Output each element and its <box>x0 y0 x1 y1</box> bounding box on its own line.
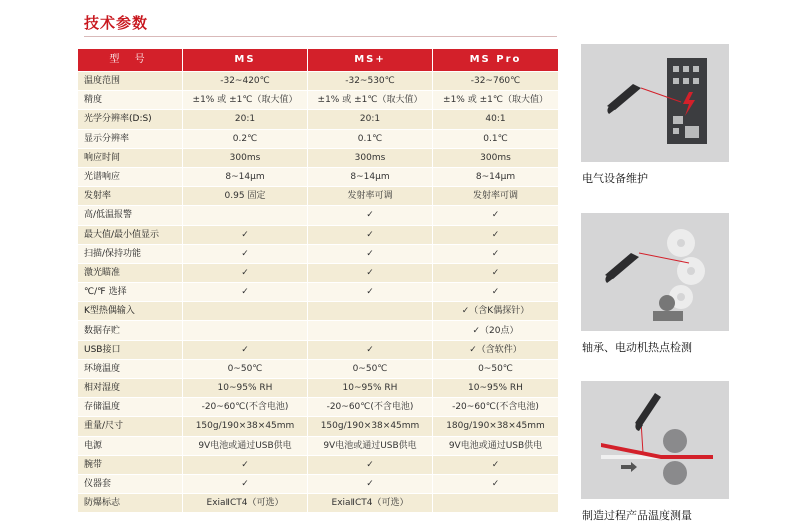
electrical-cabinet-icon <box>581 44 729 162</box>
table-row <box>78 244 559 263</box>
table-cell: ±1% 或 ±1℃（取大值） <box>183 91 308 110</box>
table-cell: ✓ <box>308 206 433 225</box>
row-label: 数据存贮 <box>78 321 183 340</box>
table-cell: 20:1 <box>308 110 433 129</box>
table-cell: 10~95% RH <box>183 379 308 398</box>
row-label: 发射率 <box>78 187 183 206</box>
row-label: 显示分辨率 <box>78 129 183 148</box>
table-cell: 0~50℃ <box>183 359 308 378</box>
table-row <box>78 187 559 206</box>
table-row <box>78 494 559 513</box>
table-cell: ✓ <box>308 283 433 302</box>
row-label: 相对湿度 <box>78 379 183 398</box>
table-cell: 150g/190×38×45mm <box>183 417 308 436</box>
table-cell <box>183 302 308 321</box>
table-cell: ✓ <box>183 474 308 493</box>
app-image-bearing <box>581 213 729 331</box>
table-cell: ✓ <box>433 455 559 474</box>
table-cell: ✓ <box>433 225 559 244</box>
table-cell: 9V电池或通过USB供电 <box>183 436 308 455</box>
table-cell: ✓（20点） <box>433 321 559 340</box>
row-label: 防爆标志 <box>78 494 183 513</box>
row-label: 重量/尺寸 <box>78 417 183 436</box>
row-label: 腕带 <box>78 455 183 474</box>
table-row <box>78 110 559 129</box>
header-ms-pro: MS Pro <box>433 49 559 72</box>
table-cell <box>183 206 308 225</box>
table-row <box>78 455 559 474</box>
header-ms: MS <box>183 49 308 72</box>
page-title: 技术参数 <box>84 14 149 32</box>
rollers-process-icon <box>581 381 729 499</box>
table-cell: -32~530℃ <box>308 72 433 91</box>
row-label: 仪器套 <box>78 474 183 493</box>
row-label: 激光瞄准 <box>78 263 183 282</box>
table-cell: ✓ <box>183 340 308 359</box>
table-cell: 20:1 <box>183 110 308 129</box>
table-cell: 0.1℃ <box>433 129 559 148</box>
caption-process: 制造过程产品温度测量 <box>582 509 692 522</box>
table-cell: -20~60℃(不含电池) <box>183 398 308 417</box>
row-label: 光学分辨率(D:S) <box>78 110 183 129</box>
table-cell: 300ms <box>308 148 433 167</box>
table-cell: ✓ <box>433 206 559 225</box>
table-row <box>78 417 559 436</box>
table-row <box>78 283 559 302</box>
table-row <box>78 263 559 282</box>
table-row <box>78 72 559 91</box>
row-label: 电源 <box>78 436 183 455</box>
table-row <box>78 474 559 493</box>
header-ms-plus: MS+ <box>308 49 433 72</box>
table-cell: ✓（含K偶探针） <box>433 302 559 321</box>
table-cell: ✓ <box>183 225 308 244</box>
table-row <box>78 398 559 417</box>
table-cell: ✓ <box>183 455 308 474</box>
table-cell <box>183 321 308 340</box>
table-cell <box>308 302 433 321</box>
table-cell: ✓ <box>433 244 559 263</box>
table-row <box>78 225 559 244</box>
table-cell: ✓ <box>183 263 308 282</box>
table-cell: ExiaⅡCT4（可选） <box>308 494 433 513</box>
row-label: 扫描/保持功能 <box>78 244 183 263</box>
table-cell: ✓ <box>308 244 433 263</box>
table-row <box>78 206 559 225</box>
table-cell: ✓ <box>308 340 433 359</box>
table-cell: 0.95 固定 <box>183 187 308 206</box>
table-cell <box>308 321 433 340</box>
row-label: K型热偶输入 <box>78 302 183 321</box>
table-cell: 150g/190×38×45mm <box>308 417 433 436</box>
caption-electrical: 电气设备维护 <box>582 172 648 185</box>
table-cell: 9V电池或通过USB供电 <box>433 436 559 455</box>
table-cell: ✓ <box>183 244 308 263</box>
table-cell: 300ms <box>433 148 559 167</box>
table-row <box>78 359 559 378</box>
row-label: 光谱响应 <box>78 167 183 186</box>
table-row <box>78 91 559 110</box>
table-cell: -20~60℃(不含电池) <box>433 398 559 417</box>
row-label: 精度 <box>78 91 183 110</box>
table-row <box>78 379 559 398</box>
table-row <box>78 436 559 455</box>
header-model: 型 号 <box>78 49 183 72</box>
table-cell: ✓（含软件） <box>433 340 559 359</box>
table-cell: ✓ <box>308 455 433 474</box>
row-label: 存储温度 <box>78 398 183 417</box>
table-header-row <box>78 49 559 72</box>
table-cell: 0~50℃ <box>308 359 433 378</box>
table-cell: 10~95% RH <box>433 379 559 398</box>
row-label: USB接口 <box>78 340 183 359</box>
table-cell: 180g/190×38×45mm <box>433 417 559 436</box>
table-cell: ✓ <box>433 283 559 302</box>
table-cell: 发射率可调 <box>433 187 559 206</box>
app-image-electrical <box>581 44 729 162</box>
table-cell: 10~95% RH <box>308 379 433 398</box>
row-label: 最大值/最小值显示 <box>78 225 183 244</box>
table-cell: -20~60℃(不含电池) <box>308 398 433 417</box>
table-cell: ✓ <box>308 474 433 493</box>
row-label: 环境温度 <box>78 359 183 378</box>
table-cell: -32~760℃ <box>433 72 559 91</box>
table-cell: ✓ <box>183 283 308 302</box>
table-cell <box>433 494 559 513</box>
table-row <box>78 148 559 167</box>
table-cell: 发射率可调 <box>308 187 433 206</box>
table-cell: 8~14μm <box>183 167 308 186</box>
table-row <box>78 129 559 148</box>
table-cell: ✓ <box>433 263 559 282</box>
row-label: 高/低温报警 <box>78 206 183 225</box>
table-cell: 0.1℃ <box>308 129 433 148</box>
table-cell: -32~420℃ <box>183 72 308 91</box>
table-row <box>78 340 559 359</box>
spec-table <box>77 48 559 513</box>
table-cell: 9V电池或通过USB供电 <box>308 436 433 455</box>
table-cell: ExiaⅡCT4（可选） <box>183 494 308 513</box>
gears-bearing-icon <box>581 213 729 331</box>
caption-bearing: 轴承、电动机热点检测 <box>582 341 692 354</box>
table-cell: 8~14μm <box>433 167 559 186</box>
table-cell: ±1% 或 ±1℃（取大值） <box>308 91 433 110</box>
table-cell: 40:1 <box>433 110 559 129</box>
table-cell: 0.2℃ <box>183 129 308 148</box>
table-cell: 300ms <box>183 148 308 167</box>
table-cell: ✓ <box>308 225 433 244</box>
table-cell: ✓ <box>308 263 433 282</box>
table-row <box>78 321 559 340</box>
app-image-process <box>581 381 729 499</box>
title-divider <box>84 36 557 37</box>
table-row <box>78 302 559 321</box>
table-cell: ✓ <box>433 474 559 493</box>
row-label: 温度范围 <box>78 72 183 91</box>
table-cell: ±1% 或 ±1℃（取大值） <box>433 91 559 110</box>
table-row <box>78 167 559 186</box>
row-label: 响应时间 <box>78 148 183 167</box>
row-label: ℃/℉ 选择 <box>78 283 183 302</box>
table-cell: 8~14μm <box>308 167 433 186</box>
table-cell: 0~50℃ <box>433 359 559 378</box>
